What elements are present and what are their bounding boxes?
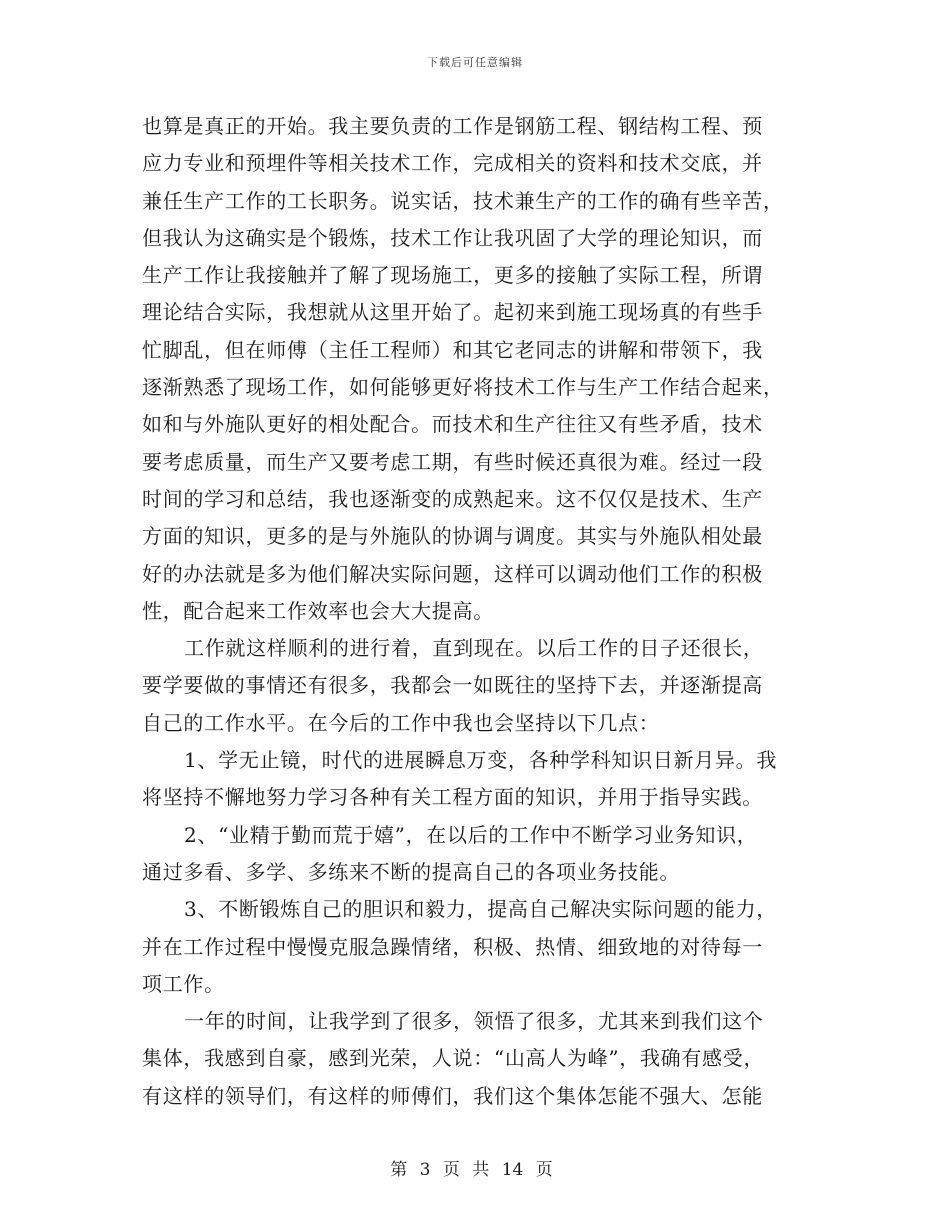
text-line: 应力专业和预埋件等相关技术工作，完成相关的资料和技术交底，并 xyxy=(142,151,763,176)
header-note: 下载后可任意编辑 xyxy=(427,56,523,69)
page-label-prefix: 第 xyxy=(390,1160,408,1180)
list-item-1-line: 1、学无止镜，时代的进展瞬息万变，各种学科知识日新月异。我 xyxy=(184,748,778,773)
text-line: 集体，我感到自豪，感到光荣，人说：“山高人为峰”，我确有感受， xyxy=(142,1046,765,1071)
text-line: 项工作。 xyxy=(142,971,225,996)
page-footer xyxy=(0,1155,950,1180)
text-line: 要考虑质量，而生产又要考虑工期，有些时候还真很为难。经过一段 xyxy=(142,449,763,474)
list-item-3-line: 3、不断锻炼自己的胆识和毅力，提高自己解决实际问题的能力， xyxy=(184,897,778,922)
text-line: 将坚持不懈地努力学习各种有关工程方面的知识，并用于指导实践。 xyxy=(142,785,763,810)
list-item-2-line: 2、“业精于勤而荒于嬉”，在以后的工作中不断学习业务知识， xyxy=(184,822,758,847)
current-page-number: 3 xyxy=(419,1160,431,1180)
paragraph-start-line: 一年的时间，让我学到了很多，领悟了很多，尤其来到我们这个 xyxy=(184,1009,764,1034)
text-line: 理论结合实际，我想就从这里开始了。起初来到施工现场真的有些手 xyxy=(142,300,763,325)
text-line: 自己的工作水平。在今后的工作中我也会坚持以下几点： xyxy=(142,710,660,735)
paragraph-start-line: 工作就这样顺利的进行着，直到现在。以后工作的日子还很长， xyxy=(184,636,764,661)
text-line: 并在工作过程中慢慢克服急躁情绪，积极、热情、细致地的对待每一 xyxy=(142,934,763,959)
text-line: 兼任生产工作的工长职务。说实话，技术兼生产的工作的确有些辛苦， xyxy=(142,188,784,213)
text-line: 性，配合起来工作效率也会大大提高。 xyxy=(142,598,494,623)
text-line: 时间的学习和总结，我也逐渐变的成熟起来。这不仅仅是技术、生产 xyxy=(142,486,763,511)
text-line: 但我认为这确实是个锻炼，技术工作让我巩固了大学的理论知识，而 xyxy=(142,225,763,250)
text-line: 逐渐熟悉了现场工作，如何能够更好将技术工作与生产工作结合起来， xyxy=(142,375,784,400)
text-line: 忙脚乱，但在师傅（主任工程师）和其它老同志的讲解和带领下，我 xyxy=(142,337,763,362)
total-label: 共 xyxy=(472,1160,490,1180)
text-line: 如和与外施队更好的相处配合。而技术和生产往往又有些矛盾，技术 xyxy=(142,412,763,437)
text-line: 好的办法就是多为他们解决实际问题，这样可以调动他们工作的积极 xyxy=(142,561,763,586)
page-label-mid: 页 xyxy=(442,1160,460,1180)
text-line: 方面的知识，更多的是与外施队的协调与调度。其实与外施队相处最 xyxy=(142,524,763,549)
text-line: 有这样的领导们，有这样的师傅们，我们这个集体怎能不强大、怎能 xyxy=(142,1083,763,1108)
text-line: 也算是真正的开始。我主要负责的工作是钢筋工程、钢结构工程、预 xyxy=(142,114,763,138)
page-label-suffix: 页 xyxy=(535,1160,553,1180)
text-line: 生产工作让我接触并了解了现场施工，更多的接触了实际工程，所谓 xyxy=(142,263,763,288)
text-line: 通过多看、多学、多练来不断的提高自己的各项业务技能。 xyxy=(142,859,681,884)
text-line: 要学要做的事情还有很多，我都会一如既往的坚持下去，并逐渐提高 xyxy=(142,673,763,698)
document-body xyxy=(142,108,806,1115)
total-pages-number: 14 xyxy=(501,1160,524,1180)
